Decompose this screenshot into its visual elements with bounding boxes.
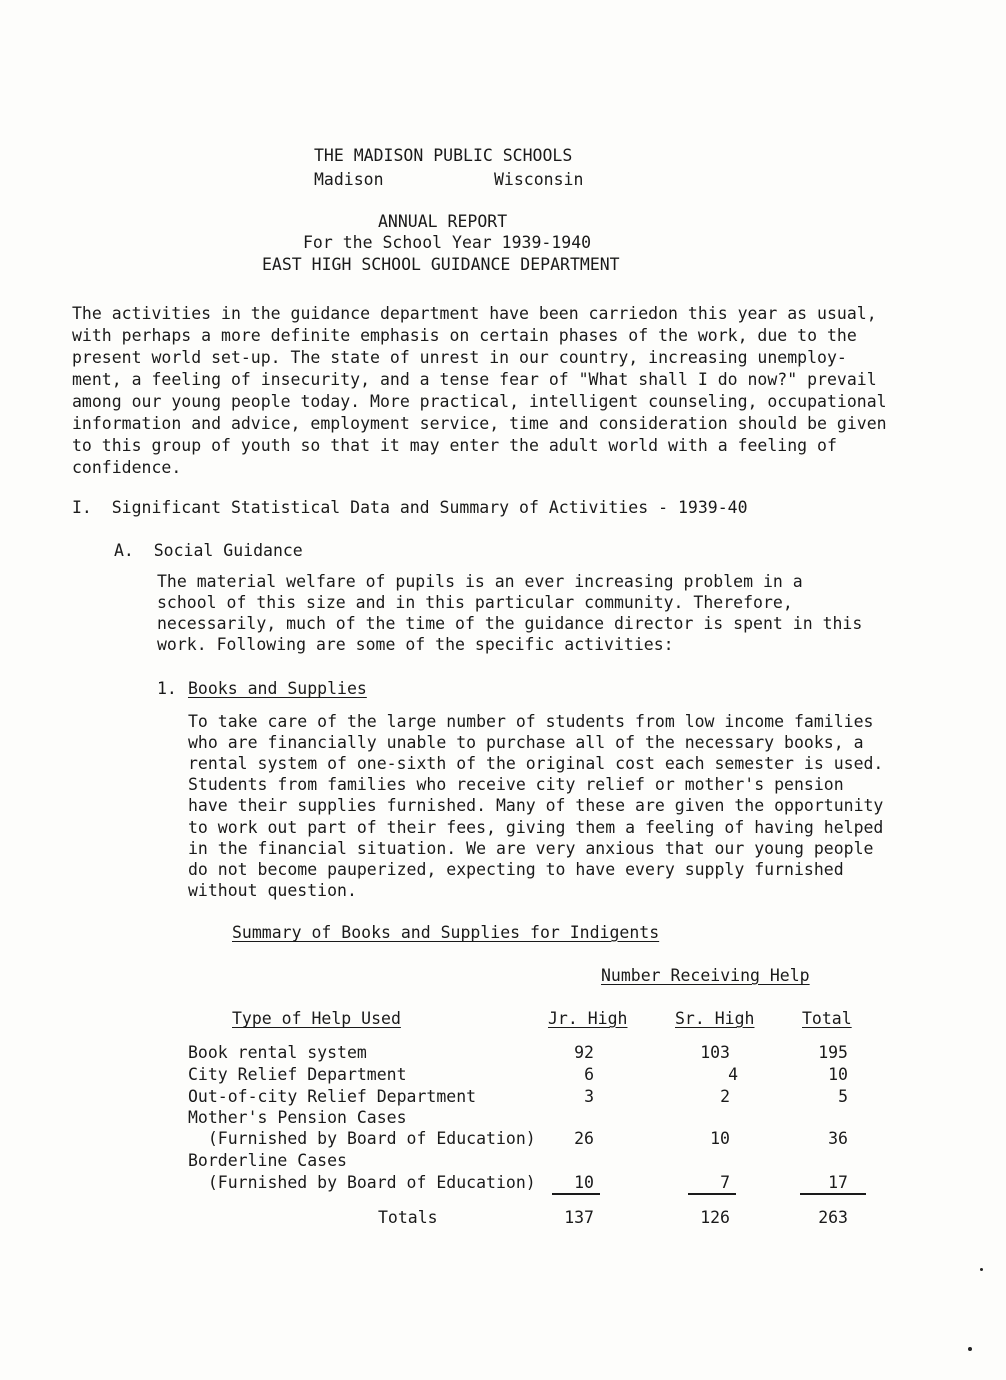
cell-sr: 2 [720, 1087, 730, 1106]
intro-line: with perhaps a more definite emphasis on certain phases of the work, due to the [72, 326, 857, 345]
header-state: Wisconsin [494, 170, 584, 189]
sum-rule-sr [688, 1193, 736, 1195]
cell-sr: 10 [710, 1129, 730, 1148]
section-heading: I. Significant Statistical Data and Summary of Activities - 1939-40 [72, 498, 748, 517]
header-city: Madison [314, 170, 384, 189]
total-sr: 126 [700, 1208, 730, 1227]
item-number: 1. [157, 679, 177, 698]
paragraph-line: To take care of the large number of students from low income families [188, 712, 874, 731]
table-title: Summary of Books and Supplies for Indigents [232, 923, 660, 942]
paragraph-line: necessarily, much of the time of the guidance director is spent in this [157, 614, 863, 633]
cell-jr: 26 [574, 1129, 594, 1148]
cell-total: 36 [828, 1129, 848, 1148]
header-org: THE MADISON PUBLIC SCHOOLS [314, 146, 573, 165]
intro-line: confidence. [72, 458, 182, 477]
intro-line: among our young people today. More practical, intelligent counseling, occupational [72, 392, 887, 411]
row-label: (Furnished by Board of Education) [188, 1129, 536, 1148]
row-label: (Furnished by Board of Education) [188, 1173, 536, 1192]
report-title: ANNUAL REPORT [378, 212, 508, 231]
paragraph-line: work. Following are some of the specific activities: [157, 635, 674, 654]
cell-sr: 4 [728, 1065, 738, 1084]
table-group-header: Number Receiving Help [601, 966, 810, 985]
paragraph-line: school of this size and in this particular community. Therefore, [157, 593, 793, 612]
paragraph-line: have their supplies furnished. Many of these are given the opportunity [188, 796, 884, 815]
intro-line: The activities in the guidance department have been carriedon this year as usual, [72, 304, 877, 323]
column-header-type: Type of Help Used [232, 1009, 401, 1028]
item-title: Books and Supplies [188, 679, 367, 698]
report-year: For the School Year 1939-1940 [303, 233, 592, 252]
paragraph-line: Students from families who receive city relief or mother's pension [188, 775, 844, 794]
paragraph-line: do not become pauperized, expecting to have every supply furnished [188, 860, 844, 879]
cell-total: 195 [818, 1043, 848, 1062]
paragraph-line: to work out part of their fees, giving them a feeling of having helped [188, 818, 884, 837]
sum-rule-jr [552, 1193, 600, 1195]
cell-jr: 10 [574, 1173, 594, 1192]
row-label: City Relief Department [188, 1065, 407, 1084]
sum-rule-total [800, 1193, 866, 1195]
total-all: 263 [818, 1208, 848, 1227]
cell-total: 10 [828, 1065, 848, 1084]
row-label: Mother's Pension Cases [188, 1108, 407, 1127]
cell-sr: 103 [700, 1043, 730, 1062]
intro-line: to this group of youth so that it may enter the adult world with a feeling of [72, 436, 837, 455]
report-department: EAST HIGH SCHOOL GUIDANCE DEPARTMENT [262, 255, 620, 274]
intro-line: information and advice, employment service, time and consideration should be given [72, 414, 887, 433]
cell-jr: 92 [574, 1043, 594, 1062]
paragraph-line: The material welfare of pupils is an ever increasing problem in a [157, 572, 803, 591]
total-jr: 137 [564, 1208, 594, 1227]
cell-sr: 7 [720, 1173, 730, 1192]
cell-total: 17 [828, 1173, 848, 1192]
scan-speck [980, 1268, 983, 1271]
row-label: Out-of-city Relief Department [188, 1087, 477, 1106]
cell-total: 5 [838, 1087, 848, 1106]
paragraph-line: rental system of one-sixth of the original cost each semester is used. [188, 754, 884, 773]
totals-label: Totals [378, 1208, 438, 1227]
paragraph-line: who are financially unable to purchase all of the necessary books, a [188, 733, 864, 752]
column-header-total: Total [802, 1009, 852, 1028]
intro-line: present world set-up. The state of unrest in our country, increasing unemploy- [72, 348, 847, 367]
cell-jr: 3 [584, 1087, 594, 1106]
scan-speck [968, 1347, 972, 1351]
row-label: Borderline Cases [188, 1151, 347, 1170]
cell-jr: 6 [584, 1065, 594, 1084]
column-header-sr-high: Sr. High [675, 1009, 755, 1028]
row-label: Book rental system [188, 1043, 367, 1062]
paragraph-line: without question. [188, 881, 357, 900]
intro-line: ment, a feeling of insecurity, and a tense fear of "What shall I do now?" prevail [72, 370, 877, 389]
paragraph-line: in the financial situation. We are very anxious that our young people [188, 839, 874, 858]
column-header-jr-high: Jr. High [548, 1009, 628, 1028]
subsection-heading: A. Social Guidance [114, 541, 303, 560]
